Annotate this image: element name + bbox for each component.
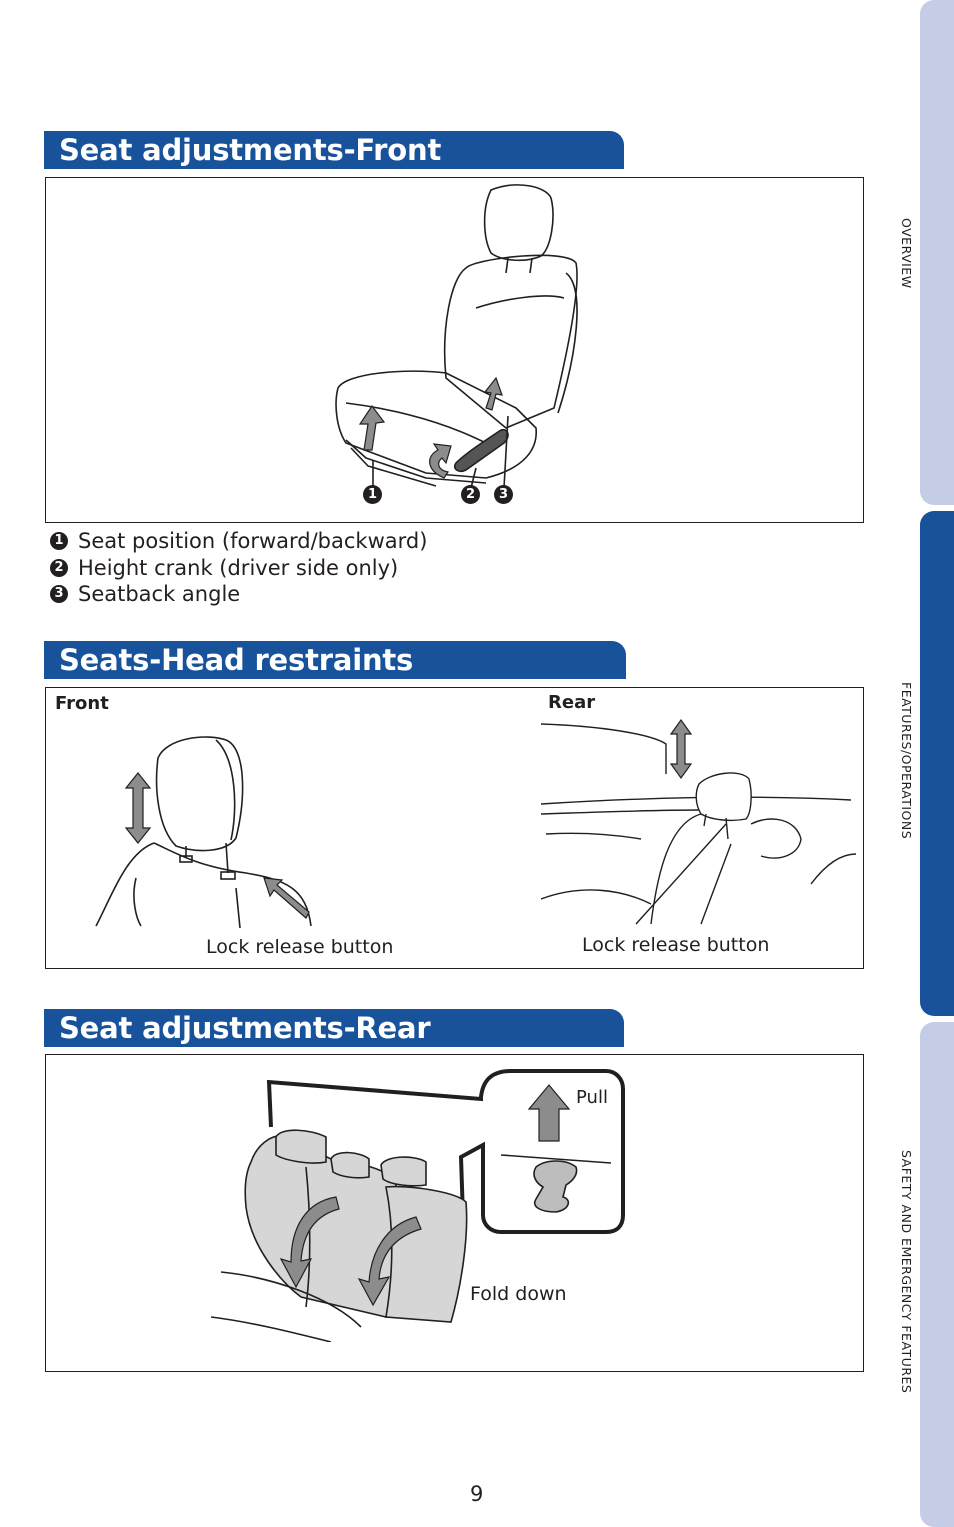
legend-item xyxy=(50,555,427,582)
front-seat-illustration xyxy=(46,178,863,522)
legend-text-seat-position: Seat position (forward/backward) xyxy=(78,529,428,553)
legend-item xyxy=(50,581,427,608)
rear-lock-release-caption: Lock release button xyxy=(582,934,770,956)
front-seat-marker-2: 2 xyxy=(461,485,480,504)
fold-down-label: Fold down xyxy=(470,1283,567,1305)
legend-number-1: 1 xyxy=(50,532,68,550)
front-seat-legend xyxy=(50,528,427,608)
legend-text-seatback-angle: Seatback angle xyxy=(78,582,241,606)
front-seat-marker-3: 3 xyxy=(494,485,513,504)
page-number: 9 xyxy=(470,1482,484,1506)
side-tab-overview[interactable] xyxy=(920,0,954,505)
rear-seat-panel xyxy=(45,1054,864,1372)
side-tab-features[interactable] xyxy=(920,511,954,1016)
side-label-features: FEATURES/OPERATIONS xyxy=(899,682,914,840)
front-seat-panel xyxy=(45,177,864,523)
front-head-restraint-illustration xyxy=(86,728,326,928)
legend-text-height-crank: Height crank (driver side only) xyxy=(78,555,399,580)
section-title-head-restraints: Seats-Head restraints xyxy=(44,641,626,679)
side-label-overview: OVERVIEW xyxy=(899,218,914,289)
side-label-safety: SAFETY AND EMERGENCY FEATURES xyxy=(899,1150,914,1394)
front-label: Front xyxy=(55,693,109,714)
rear-label: Rear xyxy=(548,692,596,713)
head-restraints-panel xyxy=(45,687,864,969)
pull-label: Pull xyxy=(576,1087,608,1108)
legend-number-2: 2 xyxy=(50,559,68,577)
rear-head-restraint-illustration xyxy=(541,714,856,929)
rear-seat-illustration xyxy=(211,1067,631,1342)
front-lock-release-caption: Lock release button xyxy=(206,936,394,958)
legend-item xyxy=(50,528,427,555)
section-title-front-seat: Seat adjustments-Front xyxy=(44,131,624,169)
legend-number-3: 3 xyxy=(50,585,68,603)
section-title-rear-seat: Seat adjustments-Rear xyxy=(44,1009,624,1047)
front-seat-marker-1: 1 xyxy=(363,485,382,504)
side-tab-safety[interactable] xyxy=(920,1022,954,1527)
